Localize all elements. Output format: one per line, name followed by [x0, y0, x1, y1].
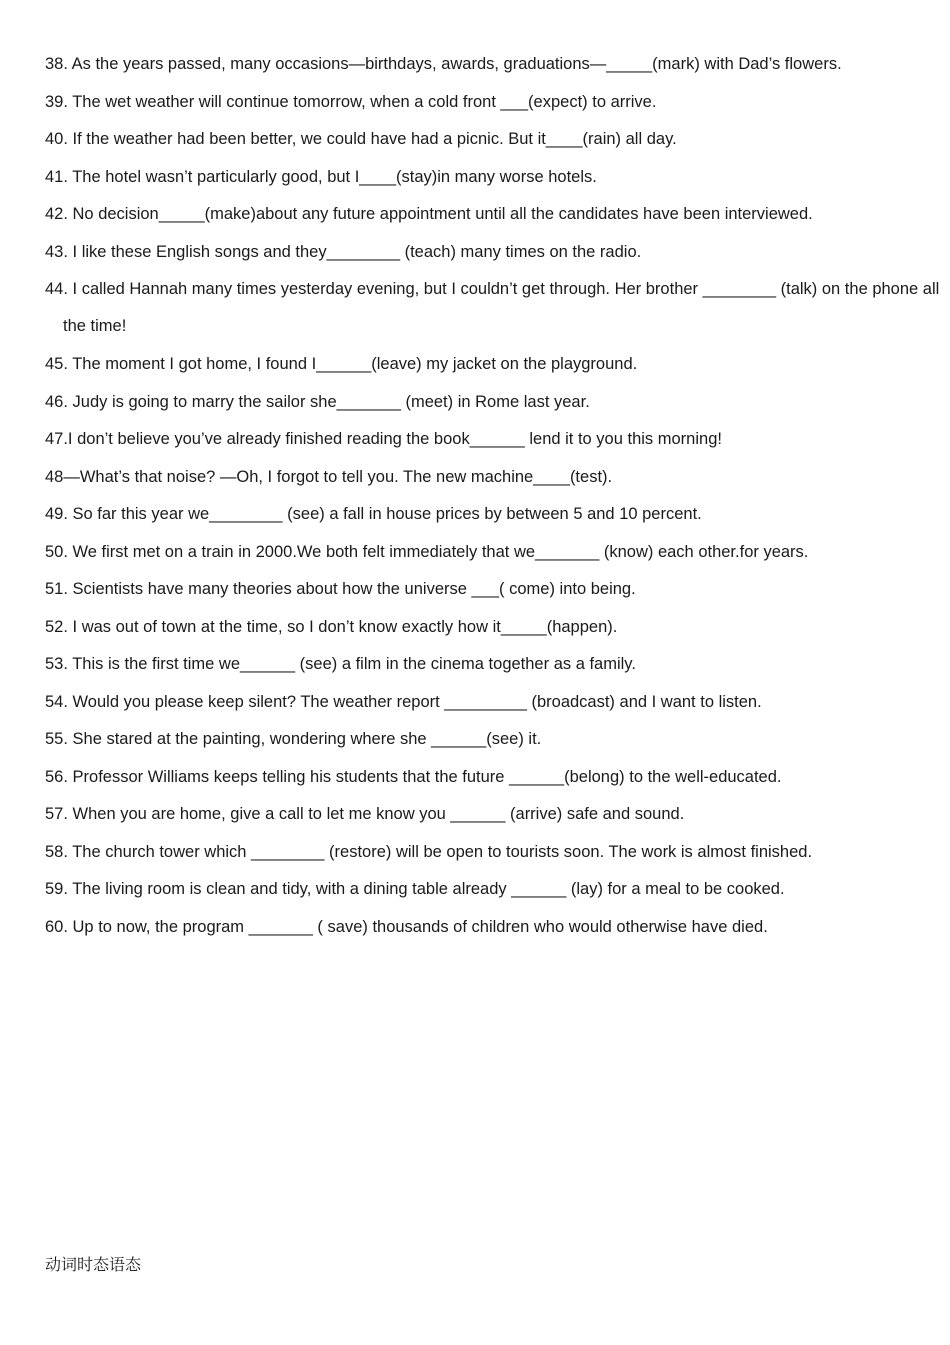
question-43: 43. I like these English songs and they________ (teach) many times on the radio. — [45, 242, 642, 261]
question-59: 59. The living room is clean and tidy, with a dining table already ______ (lay) for a meal to be cooked. — [45, 880, 785, 898]
question-60: 60. Up to now, the program _______ ( save) thousands of children who would otherwise have died. — [45, 917, 768, 936]
question-41: 41. The hotel wasn’t particularly good, but I____(stay)in many worse hotels. — [45, 167, 597, 186]
question-58: 58. The church tower which ________ (restore) will be open to tourists soon. The work is almost finished. — [45, 842, 813, 861]
question-44 — [0, 279, 950, 354]
question-54: 54. Would you please keep silent? The weather report _________ (broadcast) and I want to listen. — [45, 692, 762, 711]
question-57: 57. When you are home, give a call to let me know you ______ (arrive) safe and sound. — [45, 805, 685, 823]
question-42: 42. No decision_____(make)about any future appointment until all the candidates have been interviewed. — [45, 205, 813, 223]
question-51: 51. Scientists have many theories about how the universe ___( come) into being. — [45, 580, 636, 598]
question-50: 50. We first met on a train in 2000.We both felt immediately that we_______ (know) each other.for years. — [45, 542, 809, 561]
question-48: 48—What’s that noise? —Oh, I forgot to tell you. The new machine____(test). — [45, 467, 613, 486]
question-52: 52. I was out of town at the time, so I don’t know exactly how it_____(happen). — [45, 617, 618, 636]
question-47: 47.I don’t believe you’ve already finished reading the book______ lend it to you this morning! — [45, 430, 722, 448]
question-46: 46. Judy is going to marry the sailor she_______ (meet) in Rome last year. — [45, 392, 590, 411]
question-39: 39. The wet weather will continue tomorrow, when a cold front ___(expect) to arrive. — [45, 92, 657, 111]
question-44-line-1: 44. I called Hannah many times yesterday evening, but I couldn’t get through. Her brother ________ (talk) on the phone all — [45, 280, 940, 298]
question-56: 56. Professor Williams keeps telling his students that the future ______(belong) to the well-educated. — [45, 767, 782, 786]
question-55: 55. She stared at the painting, wondering where she ______(see) it. — [45, 730, 542, 748]
question-53: 53. This is the first time we______ (see) a film in the cinema together as a family. — [45, 655, 636, 673]
footer-label: 动词时态语态 — [45, 1255, 142, 1274]
question-49: 49. So far this year we________ (see) a fall in house prices by between 5 and 10 percent. — [45, 505, 702, 523]
question-45: 45. The moment I got home, I found I______(leave) my jacket on the playground. — [45, 355, 638, 373]
question-list — [0, 54, 950, 954]
question-38: 38. As the years passed, many occasions—birthdays, awards, graduations—_____(mark) with Dad’s flowers. — [45, 55, 842, 73]
question-44-line-2: the time! — [63, 317, 127, 335]
question-40: 40. If the weather had been better, we could have had a picnic. But it____(rain) all day. — [45, 130, 677, 148]
